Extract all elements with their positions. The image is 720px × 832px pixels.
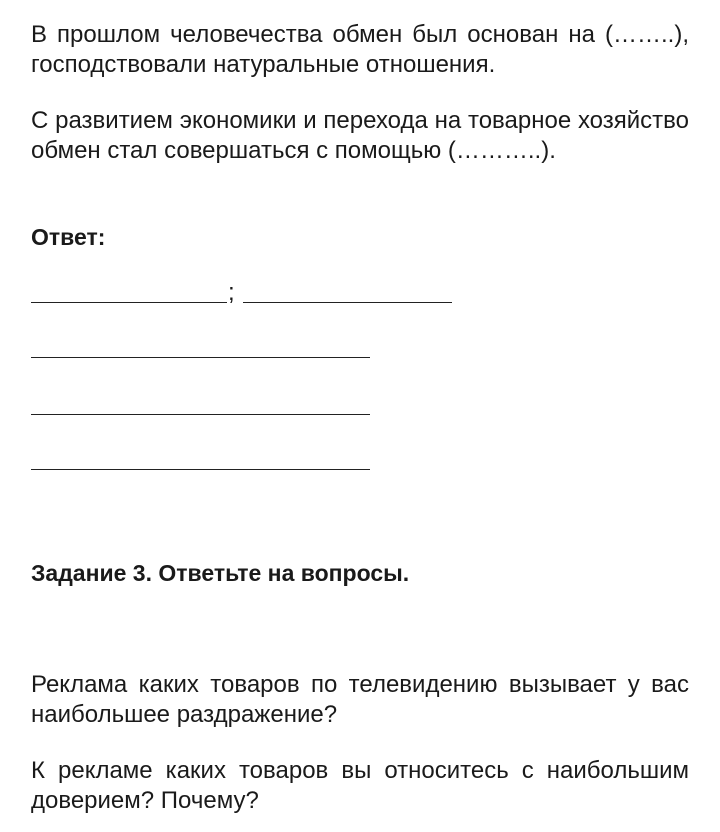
paragraph-barter: В прошлом человечества обмен был основан на (……..), господствовали натуральные отношения. bbox=[31, 21, 689, 78]
answer-separator: ; bbox=[228, 279, 235, 306]
answer-blank-1b[interactable] bbox=[243, 302, 452, 303]
answer-blank-1a[interactable] bbox=[31, 302, 227, 303]
task3-heading: Задание 3. Ответьте на вопросы. bbox=[31, 560, 410, 586]
answer-blank-2[interactable] bbox=[31, 357, 370, 358]
question-irritating-ads: Реклама каких товаров по телевидению вызывает у вас наибольшее раздражение? bbox=[31, 671, 689, 728]
answer-label: Ответ: bbox=[31, 224, 106, 250]
answer-blank-3[interactable] bbox=[31, 414, 370, 415]
question-trusted-ads: К рекламе каких товаров вы относитесь с наибольшим доверием? Почему? bbox=[31, 757, 689, 814]
paragraph-money-exchange: С развитием экономики и перехода на товарное хозяйство обмен стал совершаться с помощью (………..). bbox=[31, 107, 689, 164]
answer-blank-4[interactable] bbox=[31, 469, 370, 470]
